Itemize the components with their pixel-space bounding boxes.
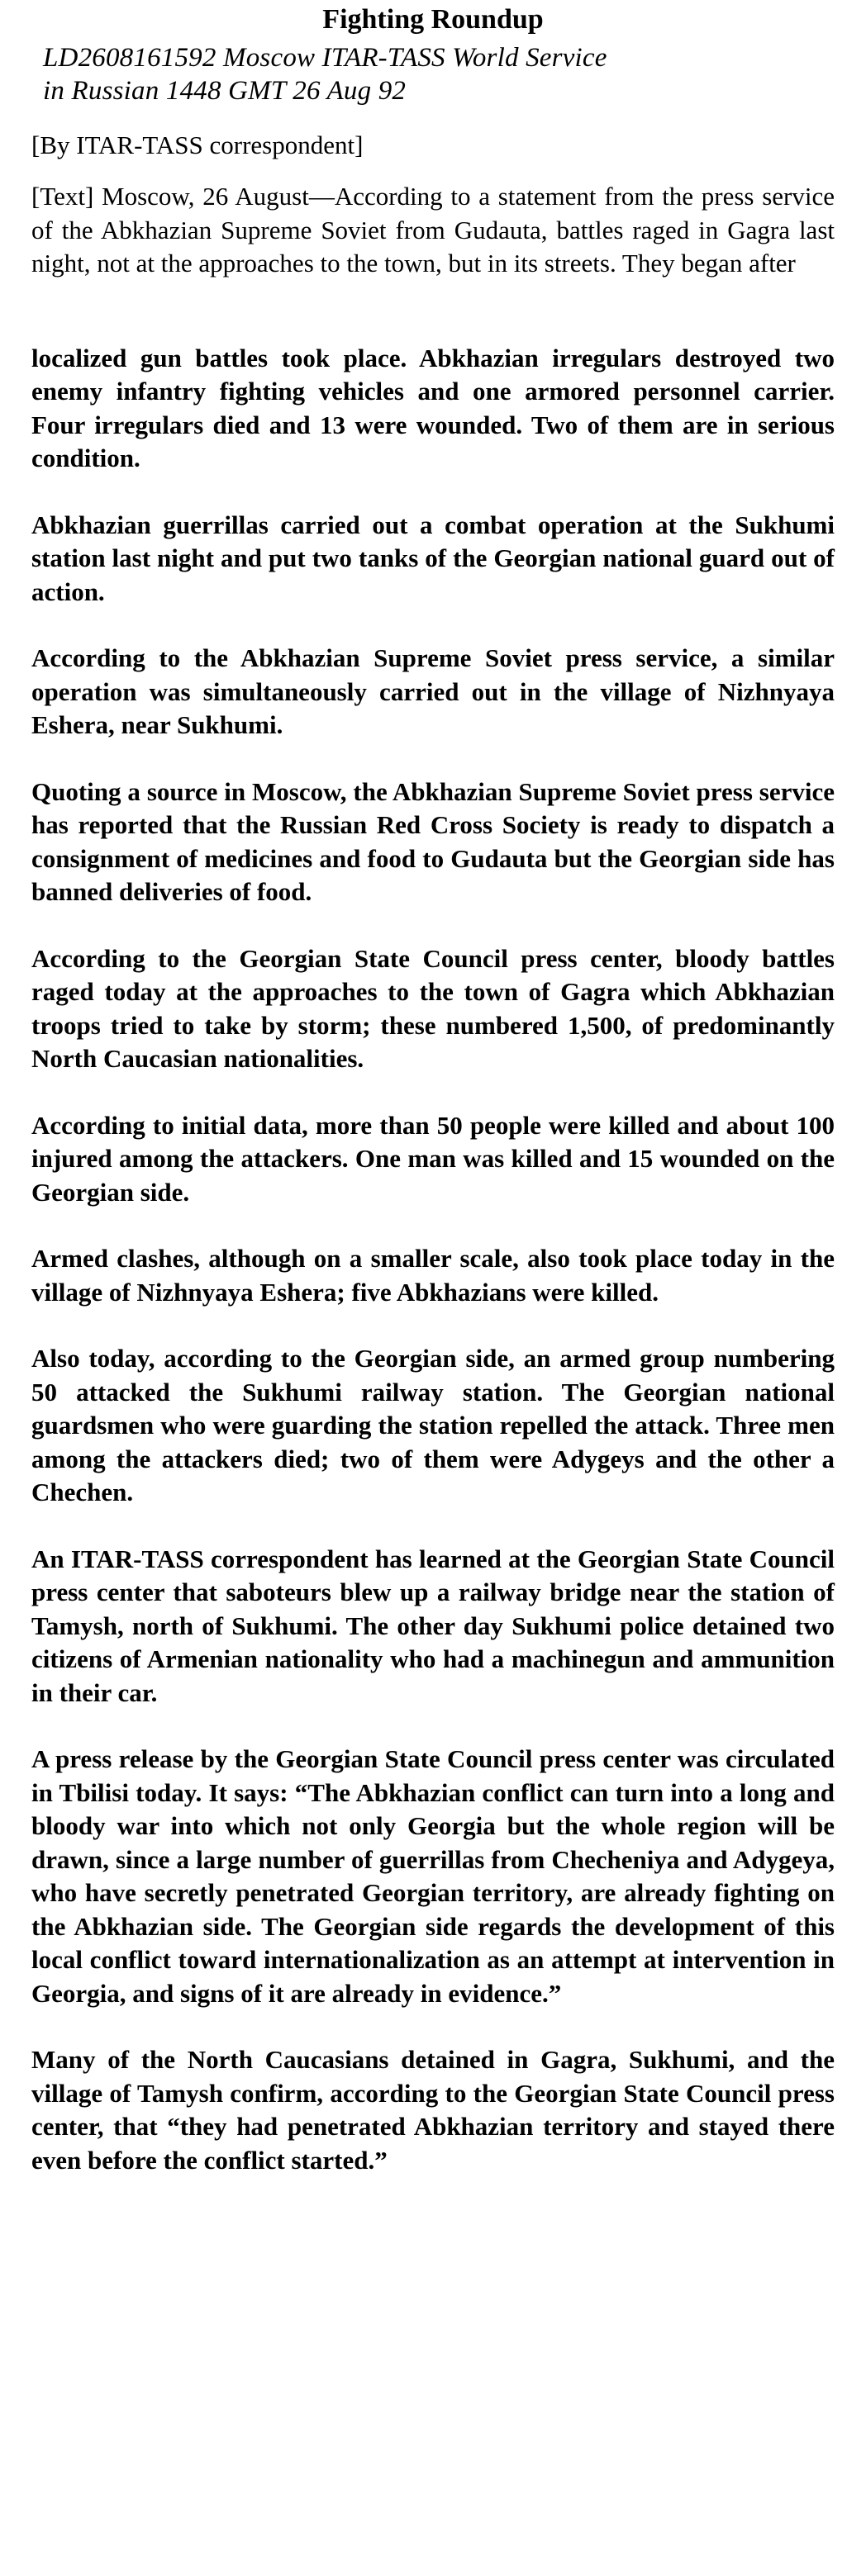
paragraph-5: Quoting a source in Moscow, the Abkhazian Supreme Soviet press service has reported that the Russian Red Cross Society is ready to dispatch a consignment of medicines and food to Gudauta but the Georgian side has banned deliveries of food.	[31, 776, 835, 906]
document-page	[31, 3, 835, 2177]
paragraph-6: According to the Georgian State Council press center, bloody battles raged today at the approaches to the town of Gagra which Abkhazian troops tried to take by storm; these numbered 1,500, of predominantly North Caucasian nationalities.	[31, 943, 835, 1073]
paragraph-4: According to the Abkhazian Supreme Soviet press service, a similar operation was simultaneously carried out in the village of Nizhnyaya Eshera, near Sukhumi.	[31, 643, 835, 739]
paragraph-7: According to initial data, more than 50 people were killed and about 100 injured among the attackers. One man was killed and 15 wounded on the Georgian side.	[31, 1110, 835, 1207]
paragraph-1: [Text] Moscow, 26 August—According to a statement from the press service of the Abkhazian Supreme Soviet from Gudauta, battles raged in Gagra last night, not at the approaches to the town, but in its streets. They began after	[31, 182, 835, 278]
paragraph-8: Armed clashes, although on a smaller scale, also took place today in the village of Nizhnyaya Eshera; five Abkhazians were killed.	[31, 1244, 835, 1307]
paragraph-12: Many of the North Caucasians detained in Gagra, Sukhumi, and the village of Tamysh confirm, according to the Georgian State Council press center, that “they had penetrated Abkhazian territory and stayed there even before the conflict started.”	[31, 2045, 835, 2175]
byline: [By ITAR-TASS correspondent]	[31, 130, 364, 159]
paragraph-2: localized gun battles took place. Abkhazian irregulars destroyed two enemy infantry fighting vehicles and one armored personnel carrier. Four irregulars died and 13 were wounded. Two of them are in serious condition.	[31, 343, 835, 472]
paragraph-3: Abkhazian guerrillas carried out a combat operation at the Sukhumi station last night and put two tanks of the Georgian national guard out of action.	[31, 510, 835, 606]
paragraph-9: Also today, according to the Georgian side, an armed group numbering 50 attacked the Sukhumi railway station. The Georgian national guardsmen who were guarding the station repelled the attack. Three men among the attackers died; two of them were Adygeys and the other a Chechen.	[31, 1344, 835, 1506]
dateline-line-1: LD2608161592 Moscow ITAR-TASS World Service	[43, 43, 607, 73]
paragraph-10: An ITAR-TASS correspondent has learned at the Georgian State Council press center that saboteurs blew up a railway bridge near the station of Tamysh, north of Sukhumi. The other day Sukhumi police detained two citizens of Armenian nationality who had a machinegun and ammunition in their car.	[31, 1544, 835, 1707]
paragraph-11: A press release by the Georgian State Council press center was circulated in Tbilisi today. It says: “The Abkhazian conflict can turn into a long and bloody war into which not only Georgia but the whole region will be drawn, since a large number of guerrillas from Checheniya and Adygeya, who have secretly penetrated Georgian territory, are already fighting on the Abkhazian side. The Georgian side regards the development of this local conflict toward internationalization as an attempt at intervention in Georgia, and signs of it are already in evidence.”	[31, 1744, 835, 2008]
dateline-line-2: in Russian 1448 GMT 26 Aug 92	[43, 76, 407, 106]
article-title: Fighting Roundup	[322, 4, 544, 35]
